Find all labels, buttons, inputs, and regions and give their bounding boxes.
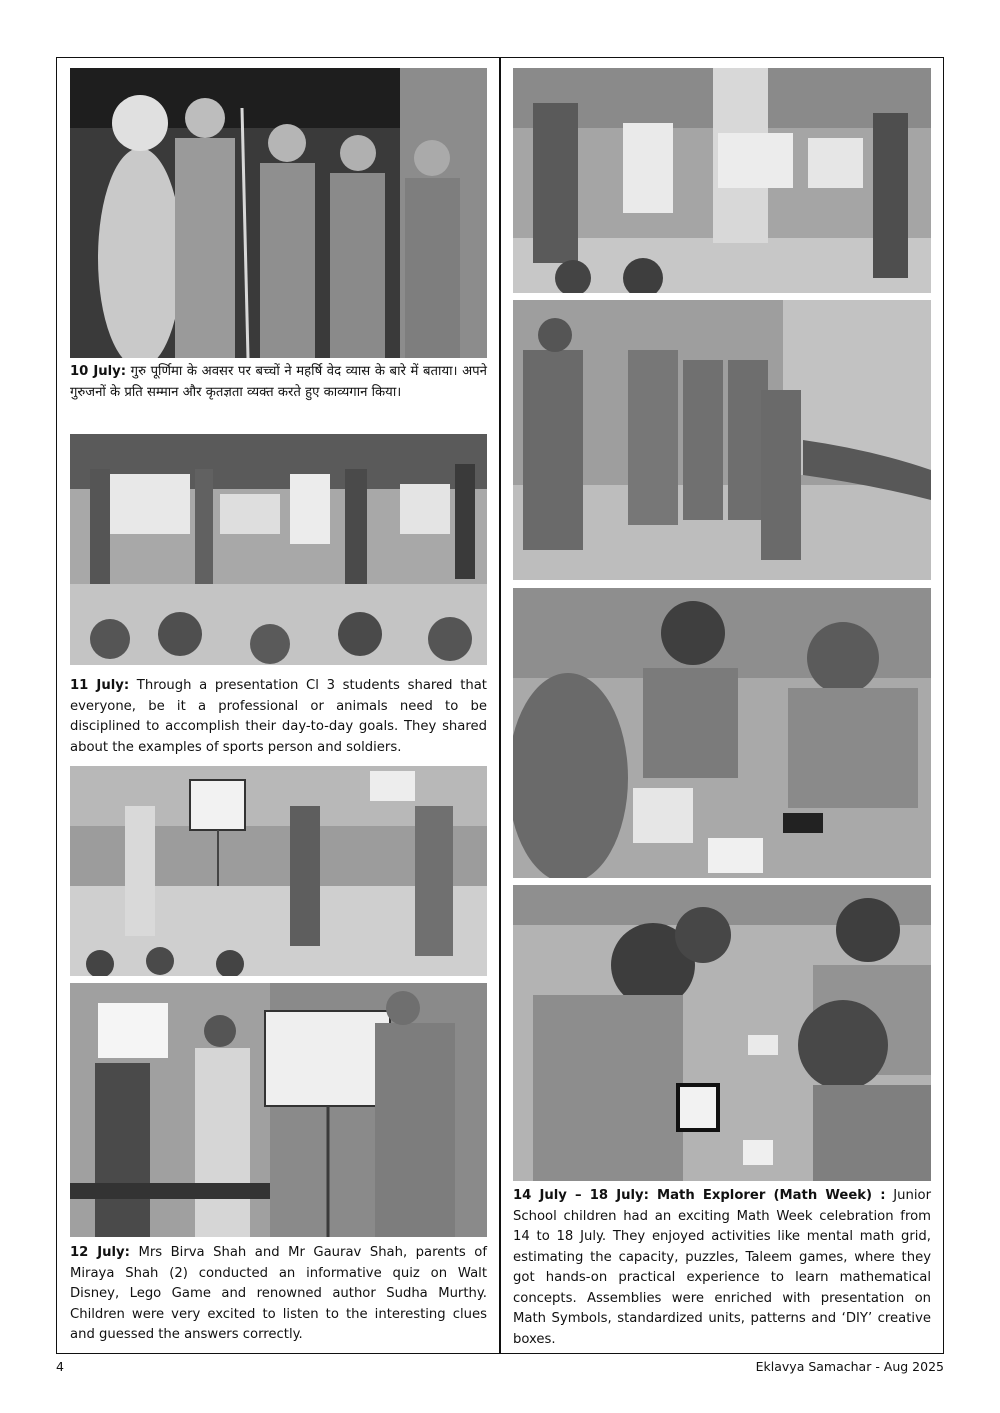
column-divider [499, 57, 501, 1354]
caption-text: Junior School children had an exciting Math Week celebration from 14 to 18 July. They enjoyed activities like mental math grid, estimating the capacity, puzzles, Taleem games, where they got hands-on practical experience to learn mathematical concepts. Assemblies were enriched with presentation on Math Symbols, standardized units, patterns and ‘DIY’ creative boxes. [513, 1188, 931, 1347]
photo-guru-purnima-stage [70, 68, 487, 358]
caption-date: 14 July – 18 July: Math Explorer (Math Week) : [513, 1188, 886, 1203]
caption-text: Through a presentation Cl 3 students shared that everyone, be it a professional or animals need to be disciplined to accomplish their day-to-day goals. They shared about the examples of sports person and soldiers. [70, 678, 487, 755]
publication-footer: Eklavya Samachar - Aug 2025 [755, 1359, 944, 1374]
page-number: 4 [56, 1359, 64, 1374]
photo-quiz-wide [70, 766, 487, 976]
caption-10-july [70, 362, 487, 403]
photo-math-posters [513, 68, 931, 293]
photo-discipline-presentation [70, 434, 487, 665]
caption-11-july [70, 676, 487, 758]
caption-date: 12 July: [70, 1245, 130, 1260]
caption-14-18-july [513, 1186, 931, 1350]
caption-date: 11 July: [70, 678, 130, 693]
caption-date: 10 July: [70, 364, 127, 379]
photo-quiz-hosts [70, 983, 487, 1237]
caption-text: Mrs Birva Shah and Mr Gaurav Shah, parents of Miraya Shah (2) conducted an informative quiz on Walt Disney, Lego Game and renowned author Sudha Murthy. Children were very excited to listen to the interesting clues and guessed the answers correctly. [70, 1245, 487, 1342]
caption-text: गुरु पूर्णिमा के अवसर पर बच्चों ने महर्षि वेद व्यास के बारे में बताया। अपने गुरुजनों के प्रति सम्मान और कृतज्ञता व्यक्त करते हुए काव्यगान किया। [70, 364, 487, 400]
photo-math-grid-activity [513, 588, 931, 878]
photo-taleem-game [513, 885, 931, 1181]
caption-12-july [70, 1243, 487, 1346]
photo-capacity-estimation [513, 300, 931, 580]
